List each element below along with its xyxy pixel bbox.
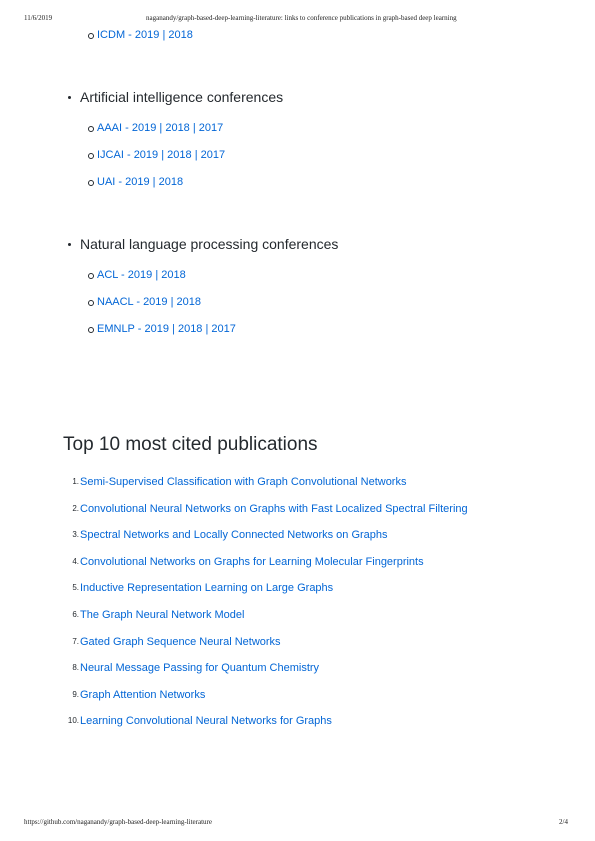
publication-number: 1.	[72, 477, 79, 486]
conference-link-naacl[interactable]: NAACL - 2019	[97, 296, 168, 308]
print-footer	[0, 818, 595, 830]
topic-title: Natural language processing conferences	[80, 236, 339, 252]
circle-bullet-icon	[88, 126, 94, 132]
conference-link-aaai[interactable]: AAAI - 2019	[97, 122, 157, 134]
publication-link[interactable]: Neural Message Passing for Quantum Chemistry	[80, 662, 320, 674]
section-heading-top10: Top 10 most cited publications	[63, 434, 318, 455]
conference-link-acl[interactable]: ACL - 2019	[97, 269, 153, 281]
print-header	[0, 14, 595, 26]
year-link-emnlp-2018[interactable]: 2018	[177, 323, 203, 335]
conference-link-emnlp[interactable]: EMNLP - 2019	[97, 323, 169, 335]
year-link-uai-2018[interactable]: 2018	[158, 176, 184, 188]
publication-number: 9.	[72, 690, 79, 699]
publication-number: 5.	[72, 583, 79, 592]
year-link-aaai-2018[interactable]: 2018	[165, 122, 190, 134]
print-url: https://github.com/naganandy/graph-based-deep-learning-literature	[24, 818, 212, 826]
circle-bullet-icon	[88, 153, 94, 159]
publication-link[interactable]: The Graph Neural Network Model	[80, 609, 245, 621]
year-link-naacl-2018[interactable]: 2018	[176, 296, 202, 308]
publication-link[interactable]: Spectral Networks and Locally Connected Networks on Graphs	[80, 529, 388, 541]
bullet-icon	[68, 96, 71, 99]
circle-bullet-icon	[88, 273, 94, 279]
circle-bullet-icon	[88, 300, 94, 306]
circle-bullet-icon	[88, 180, 94, 186]
print-date: 11/6/2019	[24, 14, 53, 22]
year-link-ijcai-2017[interactable]: 2017	[200, 149, 226, 161]
topic-title: Artificial intelligence conferences	[80, 89, 284, 105]
year-link-emnlp-2017[interactable]: 2017	[211, 323, 236, 335]
publication-link[interactable]: Graph Attention Networks	[80, 689, 206, 701]
publication-link[interactable]: Learning Convolutional Neural Networks for Graphs	[80, 715, 332, 727]
publication-link[interactable]: Semi-Supervised Classification with Graph Convolutional Networks	[80, 476, 407, 488]
publication-link[interactable]: Convolutional Neural Networks on Graphs with Fast Localized Spectral Filtering	[80, 503, 468, 515]
conference-link-icdm[interactable]: ICDM - 2019	[97, 29, 160, 41]
circle-bullet-icon	[88, 33, 94, 39]
publication-number: 4.	[72, 557, 79, 566]
publication-number: 6.	[72, 610, 79, 619]
bullet-icon	[68, 243, 71, 246]
year-link-acl-2018[interactable]: 2018	[161, 269, 186, 281]
circle-bullet-icon	[88, 327, 94, 333]
year-link-aaai-2017[interactable]: 2017	[198, 122, 224, 134]
conference-link-ijcai[interactable]: IJCAI - 2019	[97, 149, 159, 161]
conference-link-uai[interactable]: UAI - 2019	[97, 176, 150, 188]
publication-number: 3.	[72, 530, 79, 539]
publication-number: 10.	[67, 716, 79, 725]
publication-number: 8.	[72, 663, 79, 672]
publication-number: 2.	[72, 504, 79, 513]
publication-number: 7.	[72, 637, 79, 646]
publication-link[interactable]: Gated Graph Sequence Neural Networks	[80, 636, 281, 648]
publication-link[interactable]: Inductive Representation Learning on Large Graphs	[80, 582, 334, 594]
publication-link[interactable]: Convolutional Networks on Graphs for Learning Molecular Fingerprints	[80, 556, 424, 568]
page-number: 2/4	[559, 818, 568, 826]
year-link-icdm-2018[interactable]: 2018	[168, 29, 193, 41]
print-title: naganandy/graph-based-deep-learning-literature: links to conference publications in graph-based deep learning	[146, 14, 457, 22]
year-link-ijcai-2018[interactable]: 2018	[167, 149, 192, 161]
